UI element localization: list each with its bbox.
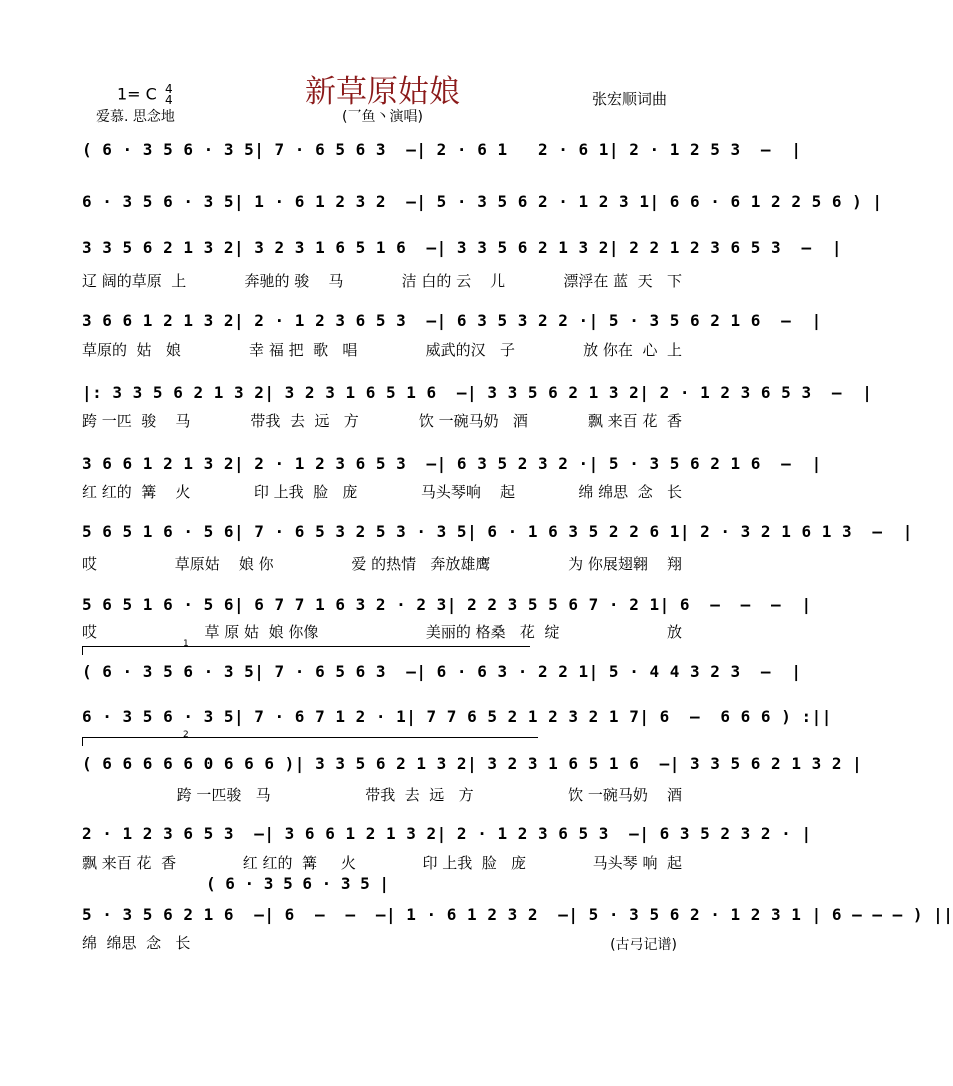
measure: | 3 3 5 6 2 1 3 2 | xyxy=(669,754,863,773)
lyric-segment: 跨 一匹骏 马 xyxy=(176,786,271,804)
lyric-line-8 xyxy=(82,621,682,642)
notation-line-12 xyxy=(82,824,812,850)
measure: | 5 · 3 5 6 2 · 1 2 3 1 xyxy=(416,192,650,211)
composer-credit: 张宏顺词曲 xyxy=(592,90,668,108)
measure: | 7 · 6 7 1 2 · 1 xyxy=(234,707,407,726)
measure: ( 6 · 3 5 6 · 3 5 xyxy=(82,662,255,681)
key-signature xyxy=(117,84,173,106)
lyric-line-6 xyxy=(82,481,682,502)
measure: | 3 3 5 6 2 1 3 2 xyxy=(467,383,640,402)
lyric-line-12 xyxy=(82,852,682,873)
measure: | 6 – – – xyxy=(264,905,386,924)
measure: ( 6 6 6 6 6 0 6 6 6 ) xyxy=(82,754,295,773)
lyric-segment: 草 原 姑 娘 你像 xyxy=(204,623,319,641)
transcriber-credit: (古弓记谱) xyxy=(610,937,677,953)
time-signature xyxy=(165,84,173,106)
measure: | 2 · 1 2 3 6 5 3 – xyxy=(234,311,437,330)
lyric-segment: 美丽的 格桑 花 绽 xyxy=(425,623,560,641)
singer-credit: (乛鱼丶演唱) xyxy=(342,109,423,125)
lyric-segment: 爱 的热情 奔放雄鹰 xyxy=(351,555,491,573)
measure: | 6 3 5 2 3 2 · | xyxy=(639,824,812,843)
notation-line-5 xyxy=(82,383,873,409)
measure: | 2 · 3 2 1 6 1 3 – | xyxy=(679,522,913,541)
time-bottom: 4 xyxy=(164,93,173,107)
lyric-segment: 带我 去 远 方 xyxy=(250,412,359,430)
notation-line-13 xyxy=(82,905,953,931)
measure: | 6 7 7 1 6 3 2 · 2 3 xyxy=(234,595,447,614)
lyric-segment: 饮 一碗马奶 酒 xyxy=(568,786,682,804)
measure: 5 · 3 5 6 2 1 6 – xyxy=(82,905,265,924)
lyric-segment: 绵 绵思 念 长 xyxy=(82,934,191,952)
lyric-segment: 漂浮在 蓝 天 下 xyxy=(563,272,682,290)
measure: | 2 · 6 1 2 · 6 1 xyxy=(416,140,609,159)
notation-line-2 xyxy=(82,192,883,218)
measure: 5 6 5 1 6 · 5 6 xyxy=(82,522,234,541)
tempo-marking: 爱慕. 思念地 xyxy=(96,109,175,125)
measure: | 6 3 5 3 2 2 · xyxy=(436,311,589,330)
lyric-segment: 辽 阔的草原 上 xyxy=(82,272,187,290)
measure: ( 6 · 3 5 6 · 3 5 xyxy=(82,140,255,159)
measure: | 2 · 1 2 3 6 5 3 – | xyxy=(639,383,873,402)
measure: | 6 · 6 3 · 2 2 1 xyxy=(416,662,589,681)
measure: | 6 – 6 6 6 ) :|| xyxy=(639,707,832,726)
lyric-segment: 跨 一匹 骏 马 xyxy=(82,412,191,430)
lyric-line-5 xyxy=(82,410,682,431)
measure: | 2 · 1 2 5 3 – | xyxy=(608,140,802,159)
notation-line-6 xyxy=(82,454,822,480)
measure: | 2 2 3 5 5 6 7 · 2 1 xyxy=(446,595,660,614)
measure: | 2 · 1 2 3 6 5 3 – xyxy=(234,454,437,473)
time-top: 4 xyxy=(164,82,173,96)
volta-number-1: 1 xyxy=(183,639,189,649)
lyric-segment: 红 红的 篝 火 xyxy=(82,483,191,501)
volta-bracket-1 xyxy=(82,646,530,647)
lyric-segment: 草原姑 娘 你 xyxy=(174,555,274,573)
measure: | 6 – – – | xyxy=(659,595,812,614)
lyric-segment: 饮 一碗马奶 酒 xyxy=(418,412,528,430)
lyric-segment: 绵 绵思 念 长 xyxy=(578,483,682,501)
lyric-segment: 幸 福 把 歌 唱 xyxy=(249,341,358,359)
measure: | 3 3 5 6 2 1 3 2 xyxy=(436,238,609,257)
lyric-segment: 为 你展翅翱 翔 xyxy=(568,555,682,573)
measure: | 7 · 6 5 6 3 – xyxy=(254,662,417,681)
measure: | 3 2 3 1 6 5 1 6 – xyxy=(264,383,468,402)
lyric-segment: 哎 xyxy=(82,623,98,641)
lyric-segment: 草原的 姑 娘 xyxy=(82,341,181,359)
measure: 3 6 6 1 2 1 3 2 xyxy=(82,454,234,473)
volta-number-2: 2 xyxy=(183,730,189,740)
measure: | 1 · 6 1 2 3 2 – xyxy=(385,905,569,924)
notation-line-9 xyxy=(82,662,802,688)
lyric-line-7 xyxy=(82,553,682,574)
measure: 3 3 5 6 2 1 3 2 xyxy=(82,238,234,257)
measure: | 6 3 5 2 3 2 · xyxy=(436,454,589,473)
lyric-segment: 带我 去 远 方 xyxy=(365,786,474,804)
notation-line-7 xyxy=(82,522,913,548)
notation-line-1 xyxy=(82,140,802,166)
measure: | 5 · 3 5 6 2 1 6 – | xyxy=(588,454,822,473)
measure: 2 · 1 2 3 6 5 3 – xyxy=(82,824,265,843)
measure: | 7 · 6 5 3 2 5 3 · 3 5 xyxy=(234,522,468,541)
measure: | 2 · 1 2 3 6 5 3 – xyxy=(436,824,640,843)
lyric-segment: 哎 xyxy=(82,555,98,573)
notation-line-4 xyxy=(82,311,822,337)
measure: |: 3 3 5 6 2 1 3 2 xyxy=(82,383,265,402)
key-label: 1= C xyxy=(117,84,157,104)
lyric-line-13 xyxy=(82,932,682,953)
lyric-segment: 印 上我 脸 庞 xyxy=(253,483,358,501)
pickup-phrase: ( 6 · 3 5 6 · 3 5 | xyxy=(206,874,390,893)
measure: | 7 · 6 5 6 3 – xyxy=(254,140,417,159)
lyric-segment: 飘 来百 花 香 xyxy=(82,854,177,872)
measure: 6 · 3 5 6 · 3 5 xyxy=(82,707,234,726)
measure: | 3 2 3 1 6 5 1 6 – xyxy=(467,754,670,773)
lyric-segment: 放 你在 心 上 xyxy=(583,341,682,359)
measure: | 1 · 6 1 2 3 2 – xyxy=(234,192,417,211)
volta-bracket-2 xyxy=(82,737,538,738)
measure: | 2 2 1 2 3 6 5 3 – | xyxy=(608,238,842,257)
lyric-line-3 xyxy=(82,270,682,291)
measure: 3 6 6 1 2 1 3 2 xyxy=(82,311,234,330)
lyric-segment: 奔驰的 骏 马 xyxy=(244,272,344,290)
notation-line-8 xyxy=(82,595,812,621)
lyric-line-4 xyxy=(82,339,682,360)
lyric-segment: 马头琴响 起 xyxy=(420,483,515,501)
lyric-segment: 飘 来百 花 香 xyxy=(587,412,682,430)
lyric-segment: 洁 白的 云 儿 xyxy=(401,272,506,290)
lyric-segment: 威武的汉 子 xyxy=(425,341,515,359)
lyric-segment: 放 xyxy=(666,623,682,641)
measure: | 5 · 3 5 6 2 · 1 2 3 1 | 6 – – – ) || xyxy=(568,905,953,924)
measure: | 3 2 3 1 6 5 1 6 – xyxy=(234,238,437,257)
notation-line-11 xyxy=(82,754,863,780)
measure: | 7 7 6 5 2 1 2 3 2 1 7 xyxy=(406,707,640,726)
measure: | 5 · 4 4 3 2 3 – | xyxy=(588,662,802,681)
measure: | 3 6 6 1 2 1 3 2 xyxy=(264,824,437,843)
measure: | 3 3 5 6 2 1 3 2 xyxy=(294,754,468,773)
notation-line-10 xyxy=(82,707,832,733)
measure: | 6 · 1 6 3 5 2 2 6 1 xyxy=(467,522,680,541)
lyric-segment: 马头琴 响 起 xyxy=(592,854,682,872)
measure: | 6 6 · 6 1 2 2 5 6 ) | xyxy=(649,192,883,211)
lyric-segment: 印 上我 脸 庞 xyxy=(422,854,527,872)
measure: 6 · 3 5 6 · 3 5 xyxy=(82,192,234,211)
song-title: 新草原姑娘 xyxy=(305,74,460,110)
measure: | 5 · 3 5 6 2 1 6 – | xyxy=(588,311,822,330)
notation-line-3 xyxy=(82,238,842,264)
measure: 5 6 5 1 6 · 5 6 xyxy=(82,595,234,614)
lyric-line-11 xyxy=(82,784,682,805)
lyric-segment: 红 红的 篝 火 xyxy=(242,854,356,872)
